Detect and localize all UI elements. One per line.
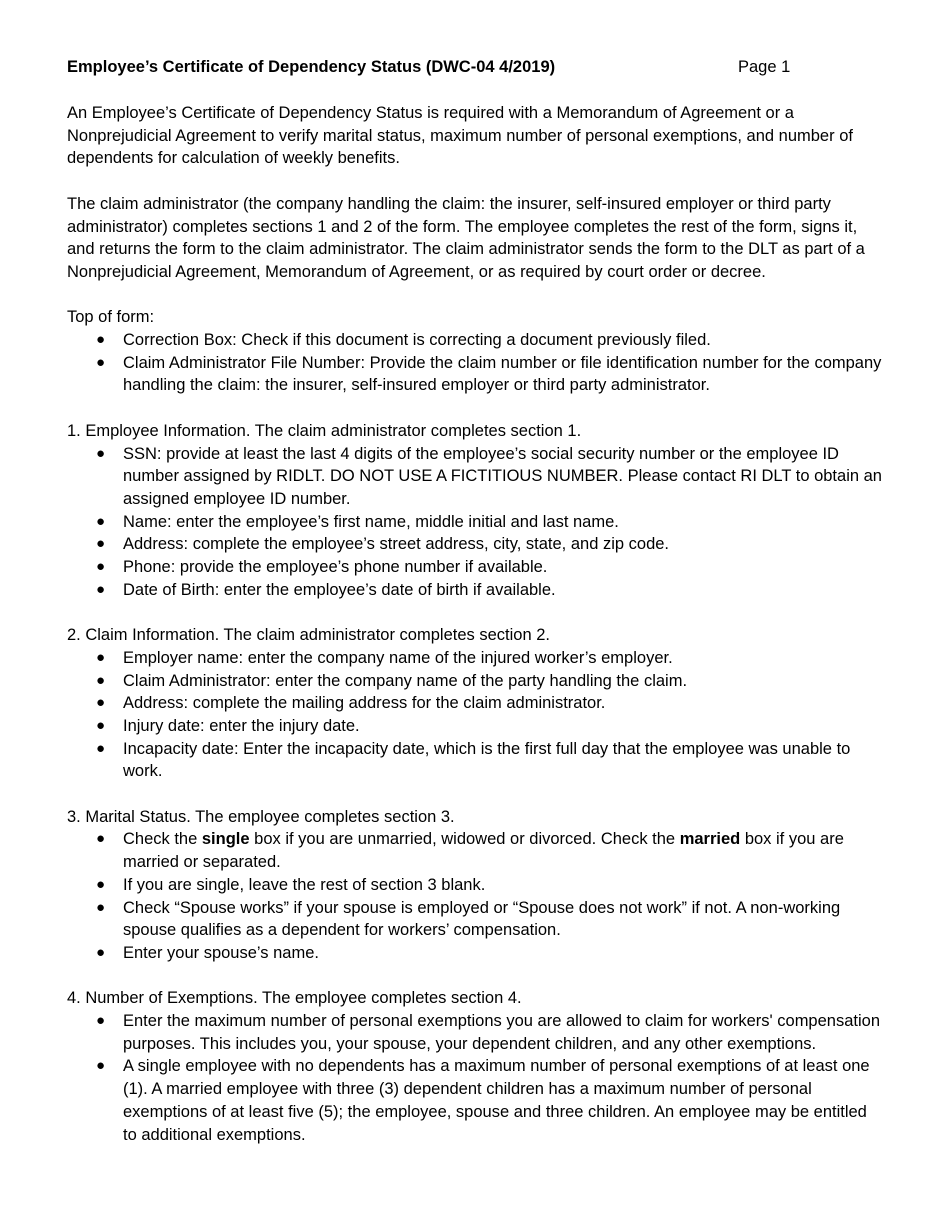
section-3-list [67, 828, 884, 964]
bullet-icon: ● [96, 444, 106, 462]
top-of-form-list [67, 329, 884, 397]
bullet-icon: ● [96, 1057, 106, 1075]
list-item: ● Claim Administrator: enter the company name of the party handling the claim. [123, 670, 884, 693]
list-item: ● If you are single, leave the rest of section 3 blank. [123, 874, 884, 897]
bullet-icon: ● [96, 830, 106, 848]
bullet-icon: ● [96, 898, 106, 916]
list-item: ● Name: enter the employee’s first name, middle initial and last name. [123, 511, 884, 534]
bullet-icon: ● [96, 739, 106, 757]
section-4-list [67, 1010, 884, 1146]
bullet-icon: ● [96, 671, 106, 689]
section-2-title: 2. Claim Information. The claim administrator completes section 2. [67, 626, 550, 645]
page-header [67, 56, 884, 80]
page-number: Page 1 [738, 58, 791, 76]
list-item: ● Enter your spouse’s name. [123, 942, 884, 965]
section-3-title: 3. Marital Status. The employee completes section 3. [67, 807, 455, 826]
bullet-icon: ● [96, 331, 106, 348]
section-1-title: 1. Employee Information. The claim administrator completes section 1. [67, 421, 582, 440]
list-item: ● Check the single box if you are unmarried, widowed or divorced. Check the married box if you are married or separated. [96, 830, 844, 872]
list-item: ● Incapacity date: Enter the incapacity date, which is the first full day that the employee was unable to work. [96, 739, 851, 781]
bullet-icon: ● [96, 512, 106, 530]
document-title: Employee’s Certificate of Dependency Status (DWC-04 4/2019) [67, 58, 556, 76]
bullet-icon: ● [96, 716, 106, 734]
married-emphasis: married [679, 830, 741, 849]
bullet-icon: ● [96, 943, 106, 961]
section-2-list [67, 647, 884, 783]
intro-paragraph-1: An Employee’s Certificate of Dependency Status is required with a Memorandum of Agreement or a Nonprejudicial Agreement to verify marital status, maximum number of personal exemptions, and number of dependents for calculation of weekly benefits. [67, 104, 853, 168]
bullet-icon: ● [96, 875, 106, 893]
intro-paragraph-2: The claim administrator (the company handling the claim: the insurer, self-insured employer or third party administrator) completes sections 1 and 2 of the form. The employee completes the rest of the form, signs it, and returns the form to the claim administrator. The claim administrator sends the form to the DLT as part of a Nonprejudicial Agreement, Memorandum of Agreement, or as required by court order or decree. [67, 194, 865, 281]
list-item: ● SSN: provide at least the last 4 digits of the employee’s social security number or the employee ID number assigned by RIDLT. DO NOT USE A FICTITIOUS NUMBER. Please contact RI DLT to obtain an assigned employee ID number. [96, 444, 882, 508]
list-item: ● Correction Box: Check if this document is correcting a document previously filed. [123, 329, 884, 352]
list-item: ● Address: complete the employee’s street address, city, state, and zip code. [123, 533, 884, 556]
bullet-icon: ● [96, 694, 106, 712]
list-item: ● Employer name: enter the company name of the injured worker’s employer. [123, 647, 884, 670]
section-4-title: 4. Number of Exemptions. The employee completes section 4. [67, 989, 522, 1008]
list-item: ● Phone: provide the employee’s phone number if available. [123, 556, 884, 579]
bullet-icon: ● [96, 535, 106, 553]
single-emphasis: single [201, 830, 250, 849]
bullet-icon: ● [96, 1012, 106, 1030]
list-item: ● Check “Spouse works” if your spouse is employed or “Spouse does not work” if not. A non-working spouse qualifies as a dependent for workers’ compensation. [96, 898, 841, 940]
bullet-icon: ● [96, 580, 106, 598]
list-item: ● Injury date: enter the injury date. [123, 715, 884, 738]
list-item: ● Address: complete the mailing address for the claim administrator. [123, 692, 884, 715]
bullet-icon: ● [96, 558, 106, 576]
bullet-icon: ● [96, 353, 106, 371]
top-of-form-title: Top of form: [67, 308, 155, 327]
list-item: ● Date of Birth: enter the employee’s date of birth if available. [123, 579, 884, 602]
list-item: ● Enter the maximum number of personal exemptions you are allowed to claim for workers' compensation purposes. This includes you, your spouse, your dependent children, and any other exemptions. [96, 1012, 880, 1053]
bullet-icon: ● [96, 648, 106, 666]
list-item: ● A single employee with no dependents has a maximum number of personal exemptions of at least one (1). A married employee with three (3) dependent children has a maximum number of personal exemptions of at least five (5); the employee, spouse and three children. An employee may be entitled to additional exemptions. [96, 1057, 870, 1144]
section-1-list [67, 443, 884, 602]
list-item: ● Claim Administrator File Number: Provide the claim number or file identification number for the company handling the claim: the insurer, self-insured employer or third party administrator. [96, 353, 882, 395]
